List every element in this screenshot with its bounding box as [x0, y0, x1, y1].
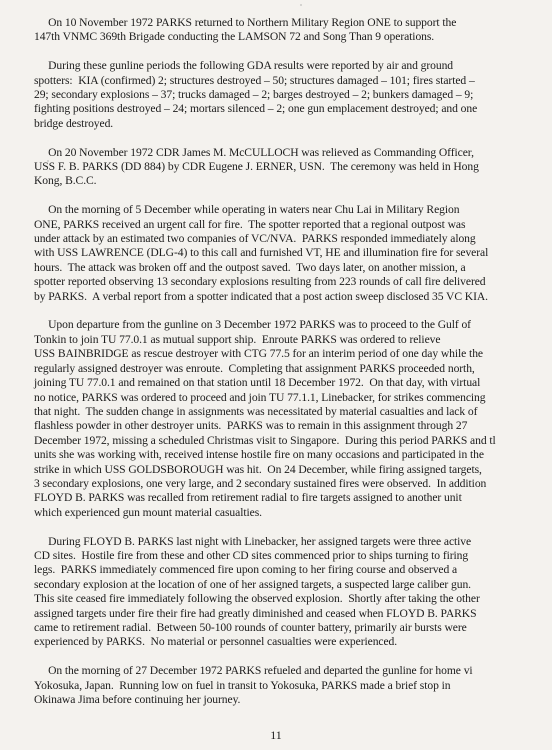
paragraph-line: secondary explosion at the location of one of her assigned targets, a suspected large caliber gun. [34, 577, 471, 591]
paragraph-line: CD sites. Hostile fire from these and other CD sites commenced prior to ships turning to firing [34, 548, 469, 562]
paragraph-line: that night. The sudden change in assignments was necessitated by material casualties and lack of [34, 404, 478, 418]
paragraph-line: 29; secondary explosions – 37; trucks damaged – 2; barges destroyed – 2; bunkers damaged – 9; [34, 88, 474, 102]
paragraph-line: December 1972, missing a scheduled Christmas visit to Singapore. During this period PARKS and tl [34, 433, 496, 447]
paragraph-p7 [34, 664, 552, 707]
paragraph-line: which experienced gun mount material casualties. [34, 505, 262, 519]
paragraph-p6 [34, 535, 552, 650]
paragraph-p5 [34, 318, 552, 520]
paragraph-line: by PARKS. A verbal report from a spotter indicated that a post action sweep disclosed 35 VC KIA. [34, 289, 488, 303]
paragraph-line: During these gunline periods the following GDA results were reported by air and ground [34, 59, 454, 73]
paragraph-line: strike in which USS GOLDSBOROUGH was hit. On 24 December, while firing assigned targets, [34, 462, 482, 476]
paragraph-line: bridge destroyed. [34, 116, 114, 130]
paragraph-line: fighting positions destroyed – 24; mortars silenced – 2; one gun emplacement destroyed; and one [34, 102, 478, 116]
scan-speck [300, 4, 302, 6]
paragraph-line: On 10 November 1972 PARKS returned to Northern Military Region ONE to support the [34, 16, 457, 29]
paragraph-line: no notice, PARKS was ordered to proceed and join TU 77.1.1, Linebacker, for strikes commencing [34, 390, 486, 404]
scan-speck [47, 160, 49, 162]
paragraph-line: flashless powder in other destroyer units. PARKS was to remain in this assignment through 27 [34, 419, 468, 433]
paragraph-line: Tonkin to join TU 77.0.1 as mutual support ship. Enroute PARKS was ordered to relieve [34, 332, 441, 346]
paragraph-line: Yokosuka, Japan. Running low on fuel in transit to Yokosuka, PARKS made a brief stop in [34, 678, 451, 692]
paragraph-p1 [34, 16, 552, 45]
paragraph-line: Kong, B.C.C. [34, 174, 97, 188]
paragraph-line: USS F. B. PARKS (DD 884) by CDR Eugene J. ERNER, USN. The ceremony was held in Hong [34, 160, 479, 174]
paragraph-line: under attack by an estimated two companies of VC/NVA. PARKS responded immediately along [34, 232, 476, 246]
paragraph-line: experienced by PARKS. No material or personnel casualties were experienced. [34, 635, 398, 649]
paragraph-line: On the morning of 5 December while operating in waters near Chu Lai in Military Region [34, 203, 460, 217]
paragraph-line: On 20 November 1972 CDR James M. McCULLOCH was relieved as Commanding Officer, [34, 145, 474, 159]
paragraph-line: This site ceased fire immediately following the observed explosion. Shortly after taking the other [34, 592, 480, 606]
paragraph-line: regularly assigned destroyer was enroute. Completing that assignment PARKS proceeded north, [34, 361, 475, 375]
paragraph-line: On the morning of 27 December 1972 PARKS refueled and departed the gunline for home vi [34, 664, 473, 678]
scan-speck [120, 610, 122, 611]
paragraph-line: assigned targets under fire their fire had greatly diminished and ceased when FLOYD B. PARKS [34, 606, 477, 620]
paragraph-line: legs. PARKS immediately commenced fire upon coming to her firing course and observed a [34, 563, 458, 577]
paragraph-line: 3 secondary explosions, one very large, and 2 secondary sustained fires were observed. In addition [34, 476, 487, 490]
paragraph-line: spotter reported observing 13 secondary explosions resulting from 223 rounds of call fire delivered [34, 275, 486, 289]
paragraph-line: joining TU 77.0.1 and remained on that station until 18 December 1972. On that day, with virtual [34, 376, 481, 390]
paragraph-line: came to retirement radial. Between 50-100 rounds of counter battery, primarily air bursts were [34, 620, 467, 634]
paragraph-line: spotters: KIA (confirmed) 2; structures destroyed – 50; structures damaged – 101; fires started – [34, 73, 475, 87]
scan-speck [390, 396, 391, 397]
paragraph-line: During FLOYD B. PARKS last night with Linebacker, her assigned targets were three active [34, 534, 472, 548]
paragraph-p4 [34, 203, 552, 304]
paragraph-line: units she was working with, received intense hostile fire on many occasions and participated in the [34, 448, 484, 462]
paragraph-line: Upon departure from the gunline on 3 December 1972 PARKS was to proceed to the Gulf of [34, 318, 471, 332]
paragraph-line: USS BAINBRIDGE as rescue destroyer with CTG 77.5 for an interim period of one day while the [34, 347, 483, 361]
paragraph-line: with USS LAWRENCE (DLG-4) to this call and furnished VT, HE and illumination fire for several [34, 246, 489, 260]
paragraph-line: ONE, PARKS received an urgent call for fire. The spotter reported that a regional outpost was [34, 217, 466, 231]
page-number: 11 [270, 728, 282, 742]
paragraph-p2 [34, 59, 552, 131]
paragraph-line: hours. The attack was broken off and the outpost saved. Two days later, on another mission, a [34, 260, 466, 274]
paragraph-line: Okinawa Jima before continuing her journey. [34, 693, 241, 706]
document-body [34, 16, 552, 707]
paragraph-line: FLOYD B. PARKS was recalled from retirement radial to fire targets assigned to another unit [34, 491, 462, 505]
paragraph-line: 147th VNMC 369th Brigade conducting the LAMSON 72 and Song Than 9 operations. [34, 30, 435, 44]
paragraph-p3 [34, 146, 552, 189]
